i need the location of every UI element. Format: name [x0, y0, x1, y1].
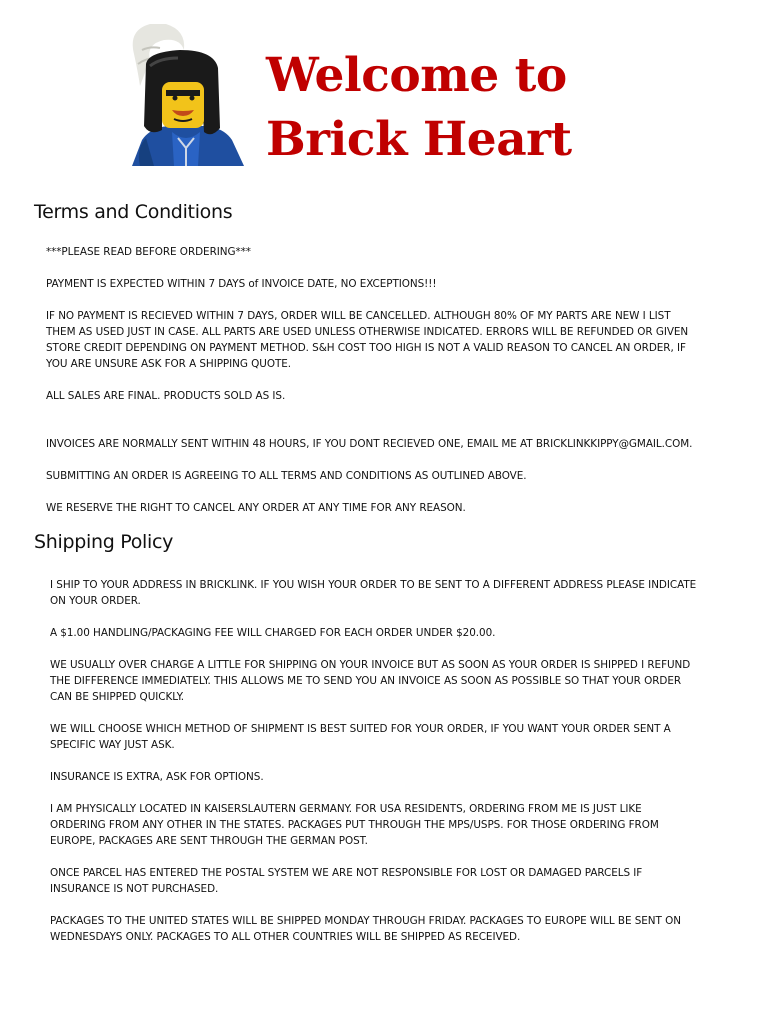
knight-minifigure-icon — [120, 20, 252, 166]
terms-section — [46, 244, 736, 516]
terms-heading: Terms and Conditions — [34, 201, 233, 223]
shipping-paragraph: PACKAGES TO THE UNITED STATES WILL BE SHIPPED MONDAY THROUGH FRIDAY. PACKAGES TO EUROPE WILL BE SENT ON WEDNESDAYS ONLY. PACKAGES TO ALL OTHER COUNTRIES WILL BE SHIPPED AS RECEIVED. — [50, 915, 681, 943]
terms-paragraph: IF NO PAYMENT IS RECIEVED WITHIN 7 DAYS, ORDER WILL BE CANCELLED. ALTHOUGH 80% OF MY PARTS ARE NEW I LIST THEM AS USED JUST IN CASE. ALL PARTS ARE USED UNLESS OTHERWISE INDICATED. ERRORS WILL BE REFUNDED OR GIVEN STORE CREDIT DEPENDING ON PAYMENT METHOD. S&H COST TOO HIGH IS NOT A VALID REASON TO CANCEL AN ORDER, IF YOU ARE UNSURE ASK FOR A SHIPPING QUOTE. — [46, 310, 689, 370]
terms-paragraph: WE RESERVE THE RIGHT TO CANCEL ANY ORDER AT ANY TIME FOR ANY REASON. — [46, 502, 466, 514]
terms-paragraph: ALL SALES ARE FINAL. PRODUCTS SOLD AS IS. — [46, 390, 286, 402]
title-line-2: Brick Heart — [266, 112, 572, 167]
shipping-paragraph: WE USUALLY OVER CHARGE A LITTLE FOR SHIPPING ON YOUR INVOICE BUT AS SOON AS YOUR ORDER IS SHIPPED I REFUND THE DIFFERENCE IMMEDIATELY. THIS ALLOWS ME TO SEND YOU AN INVOICE AS SOON AS POSSIBLE SO THAT YOUR ORDER CAN BE SHIPPED QUICKLY. — [50, 659, 691, 703]
terms-paragraph: ***PLEASE READ BEFORE ORDERING*** — [46, 246, 251, 258]
terms-paragraph: SUBMITTING AN ORDER IS AGREEING TO ALL TERMS AND CONDITIONS AS OUTLINED ABOVE. — [46, 470, 527, 482]
shipping-paragraph: INSURANCE IS EXTRA, ASK FOR OPTIONS. — [50, 771, 264, 783]
title-line-1: Welcome to — [266, 48, 567, 103]
page-title — [266, 44, 572, 172]
shipping-heading: Shipping Policy — [34, 531, 174, 553]
terms-paragraph: INVOICES ARE NORMALLY SENT WITHIN 48 HOURS, IF YOU DONT RECIEVED ONE, EMAIL ME AT BRICKLINKKIPPY@GMAIL.COM. — [46, 438, 693, 450]
shipping-paragraph: ONCE PARCEL HAS ENTERED THE POSTAL SYSTEM WE ARE NOT RESPONSIBLE FOR LOST OR DAMAGED PARCELS IF INSURANCE IS NOT PURCHASED. — [50, 867, 643, 895]
terms-paragraph: PAYMENT IS EXPECTED WITHIN 7 DAYS of INVOICE DATE, NO EXCEPTIONS!!! — [46, 278, 437, 290]
shipping-section — [50, 577, 730, 945]
shipping-paragraph: A $1.00 HANDLING/PACKAGING FEE WILL CHARGED FOR EACH ORDER UNDER $20.00. — [50, 627, 496, 639]
shipping-paragraph: WE WILL CHOOSE WHICH METHOD OF SHIPMENT IS BEST SUITED FOR YOUR ORDER, IF YOU WANT YOUR ORDER SENT A SPECIFIC WAY JUST ASK. — [50, 723, 671, 751]
shipping-paragraph: I AM PHYSICALLY LOCATED IN KAISERSLAUTERN GERMANY. FOR USA RESIDENTS, ORDERING FROM ME IS JUST LIKE ORDERING FROM ANY OTHER IN THE STATES. PACKAGES PUT THROUGH THE MPS/USPS. FOR THOSE ORDERING FROM EUROPE, PACKAGES ARE SENT THROUGH THE GERMAN POST. — [50, 803, 659, 847]
shipping-paragraph: I SHIP TO YOUR ADDRESS IN BRICKLINK. IF YOU WISH YOUR ORDER TO BE SENT TO A DIFFERENT ADDRESS PLEASE INDICATE ON YOUR ORDER. — [50, 579, 697, 607]
page-header — [120, 20, 640, 168]
